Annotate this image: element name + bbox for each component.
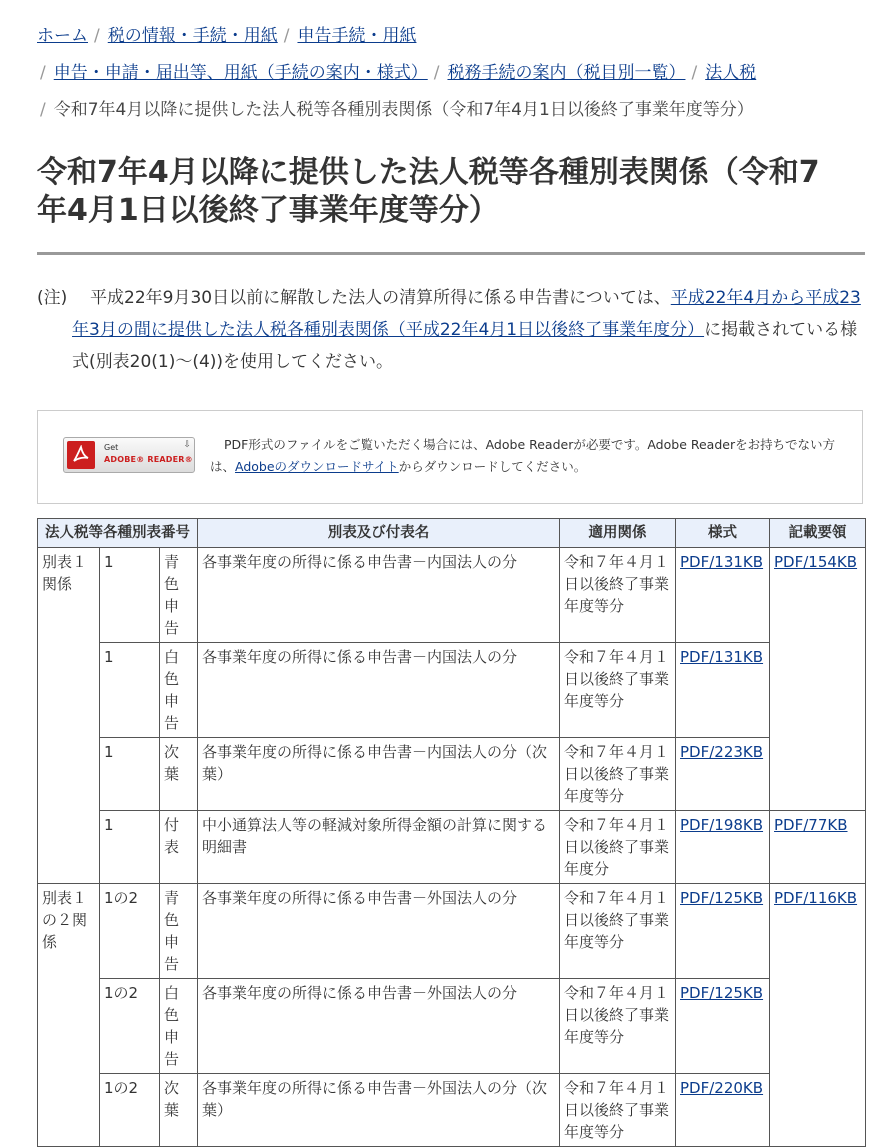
- note-body: [72, 282, 867, 378]
- header-name: 別表及び付表名: [198, 519, 560, 548]
- row-number: 1: [100, 811, 160, 884]
- row-name: 中小通算法人等の軽減対象所得金額の計算に関する明細書: [198, 811, 560, 884]
- breadcrumb-link-forms[interactable]: 申告・申請・届出等、用紙（手続の案内・様式）: [53, 63, 428, 83]
- header-applies: 適用関係: [560, 519, 676, 548]
- adobe-text-after: からダウンロードしてください。: [398, 459, 587, 474]
- note-text: 平成22年9月30日以前に解散した法人の清算所得に係る申告書については、: [90, 288, 671, 308]
- row-number: 1の2: [100, 1074, 160, 1147]
- row-number: 1: [100, 643, 160, 738]
- row-name: 各事業年度の所得に係る申告書－内国法人の分（次葉）: [198, 738, 560, 811]
- row-type: 青色申告: [160, 884, 198, 979]
- row-applies: 令和７年４月１日以後終了事業年度等分: [560, 884, 676, 979]
- table-row: [38, 643, 866, 738]
- adobe-reader-notice: [37, 410, 863, 504]
- page-title: 令和7年4月以降に提供した法人税等各種別表関係（令和7年4月1日以後終了事業年度等分）: [37, 155, 820, 228]
- table-row: [38, 1074, 866, 1147]
- row-number: 1の2: [100, 979, 160, 1074]
- adobe-reader-badge[interactable]: [63, 437, 195, 473]
- row-applies: 令和７年４月１日以後終了事業年度等分: [560, 1074, 676, 1147]
- forms-table: [37, 518, 866, 1147]
- header-guide: 記載要領: [770, 519, 866, 548]
- form-pdf-link[interactable]: PDF/223KB: [680, 743, 764, 761]
- breadcrumb-link-filing[interactable]: 申告手続・用紙: [297, 26, 417, 46]
- header-form: 様式: [676, 519, 770, 548]
- group-label: 別表１関係: [38, 548, 100, 884]
- form-pdf-link[interactable]: PDF/220KB: [680, 1079, 764, 1097]
- breadcrumb-link-corporate-tax[interactable]: 法人税: [705, 63, 757, 83]
- row-applies: 令和７年４月１日以後終了事業年度分: [560, 811, 676, 884]
- row-number: 1: [100, 738, 160, 811]
- breadcrumb-link-procedures[interactable]: 税務手続の案内（税目別一覧）: [447, 63, 686, 83]
- download-arrow-icon: ⇩: [183, 440, 191, 450]
- breadcrumb-separator: /: [40, 63, 46, 83]
- row-applies: 令和７年４月１日以後終了事業年度等分: [560, 979, 676, 1074]
- guide-pdf-link[interactable]: PDF/116KB: [774, 889, 858, 907]
- row-type: 白色申告: [160, 979, 198, 1074]
- breadcrumb-separator: /: [691, 63, 698, 83]
- breadcrumb-separator: /: [94, 26, 100, 46]
- adobe-notice-text: [210, 434, 850, 478]
- breadcrumb: [37, 24, 416, 48]
- table-row: [38, 738, 866, 811]
- row-type: 付表: [160, 811, 198, 884]
- header-number: 法人税等各種別表番号: [38, 519, 198, 548]
- row-type: 次葉: [160, 738, 198, 811]
- row-applies: 令和７年４月１日以後終了事業年度等分: [560, 643, 676, 738]
- note-mark: (注): [37, 288, 68, 308]
- adobe-download-link[interactable]: Adobeのダウンロードサイト: [235, 459, 399, 474]
- form-pdf-link[interactable]: PDF/198KB: [680, 816, 764, 834]
- row-name: 各事業年度の所得に係る申告書－内国法人の分: [198, 548, 560, 643]
- row-number: 1の2: [100, 884, 160, 979]
- adobe-text-before: PDF形式のファイルをご覧いただく場合には、Adobe Readerが必要です。Adobe Readerをお持ちでない方は、: [210, 437, 835, 474]
- guide-pdf-link[interactable]: PDF/154KB: [774, 553, 858, 571]
- adobe-badge-get: Get: [104, 443, 119, 452]
- row-number: 1: [100, 548, 160, 643]
- guide-pdf-link[interactable]: PDF/77KB: [774, 816, 848, 834]
- table-header-row: [38, 519, 866, 548]
- breadcrumb-row-3: [40, 98, 754, 122]
- breadcrumb-separator: /: [433, 63, 440, 83]
- breadcrumb-current: 令和7年4月以降に提供した法人税等各種別表関係（令和7年4月1日以後終了事業年度等分）: [53, 100, 754, 120]
- breadcrumb-separator: /: [283, 26, 290, 46]
- title-divider: [37, 252, 865, 255]
- row-name: 各事業年度の所得に係る申告書－外国法人の分（次葉）: [198, 1074, 560, 1147]
- row-type: 青色申告: [160, 548, 198, 643]
- row-applies: 令和７年４月１日以後終了事業年度等分: [560, 548, 676, 643]
- group-label: 別表１の２関係: [38, 884, 100, 1147]
- adobe-acrobat-icon: [67, 441, 95, 469]
- row-type: 白色申告: [160, 643, 198, 738]
- form-pdf-link[interactable]: PDF/125KB: [680, 984, 764, 1002]
- row-name: 各事業年度の所得に係る申告書－外国法人の分: [198, 979, 560, 1074]
- form-pdf-link[interactable]: PDF/131KB: [680, 553, 764, 571]
- note-link[interactable]: 平成22年4月から平成23年3月の間に提供した法人税各種別表関係（平成22年4月1日以後終了事業年度分）: [72, 288, 861, 340]
- row-name: 各事業年度の所得に係る申告書－外国法人の分: [198, 884, 560, 979]
- form-pdf-link[interactable]: PDF/125KB: [680, 889, 764, 907]
- table-row: [38, 979, 866, 1074]
- breadcrumb-link-tax-info[interactable]: 税の情報・手続・用紙: [107, 26, 278, 46]
- breadcrumb-link-home[interactable]: ホーム: [37, 26, 88, 46]
- breadcrumb-row-2: [40, 61, 756, 85]
- row-name: 各事業年度の所得に係る申告書－内国法人の分: [198, 643, 560, 738]
- table-row: [38, 811, 866, 884]
- note: [37, 282, 867, 378]
- table-row: [38, 884, 866, 979]
- note-text-after: に掲載されている様式(別表20(1)～(4))を使用してください。: [72, 320, 858, 372]
- adobe-badge-name: ADOBE® READER®: [104, 455, 193, 464]
- form-pdf-link[interactable]: PDF/131KB: [680, 648, 764, 666]
- row-applies: 令和７年４月１日以後終了事業年度等分: [560, 738, 676, 811]
- row-type: 次葉: [160, 1074, 198, 1147]
- breadcrumb-separator: /: [40, 100, 46, 120]
- table-row: [38, 548, 866, 643]
